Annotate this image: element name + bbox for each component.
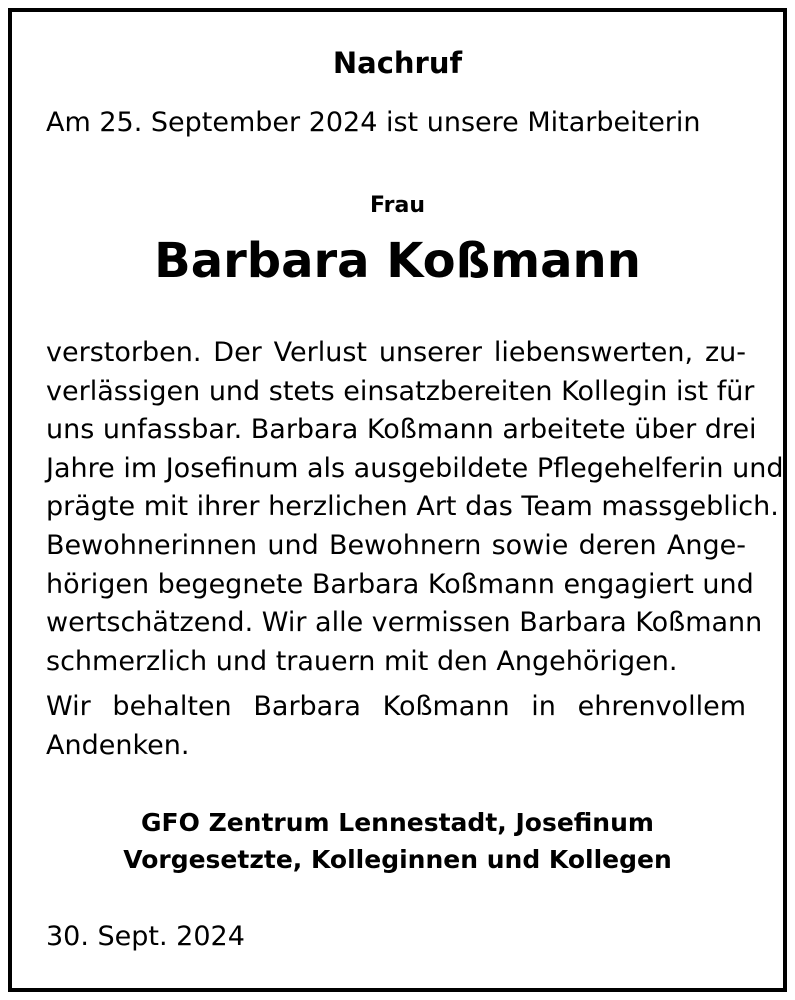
- text-line: verstorben. Der Verlust unserer liebenswerten, zu-: [46, 337, 746, 368]
- text-line: Andenken.: [46, 729, 190, 761]
- text-line: Jahre im Josefinum als ausgebildete Pflegehelferin und: [46, 452, 784, 484]
- text-line: Wir behalten Barbara Koßmann in ehrenvollem: [46, 691, 746, 722]
- text-line: Bewohnerinnen und Bewohnern sowie deren Ange-: [46, 529, 746, 561]
- remembrance-paragraph: [46, 688, 746, 765]
- salutation: Frau: [370, 193, 425, 218]
- intro-text: Am 25. September 2024 ist unsere Mitarbeiterin: [46, 107, 701, 138]
- deceased-name: Barbara Koßmann: [154, 233, 641, 289]
- text-line: uns unfassbar. Barbara Koßmann arbeitete über drei: [46, 414, 757, 446]
- notice-date: 30. Sept. 2024: [46, 921, 245, 952]
- signature-block: [0, 804, 795, 878]
- text-line: hörigen begegnete Barbara Koßmann engagiert und: [46, 568, 754, 600]
- notice-heading: Nachruf: [332, 46, 463, 80]
- text-line: verlässigen und stets einsatzbereiten Kollegin ist für: [46, 375, 755, 407]
- tribute-paragraph: [46, 334, 784, 681]
- text-line: wertschätzend. Wir alle vermissen Barbara Koßmann: [46, 607, 763, 639]
- text-line: prägte mit ihrer herzlichen Art das Team massgeblich.: [46, 491, 779, 523]
- text-line: schmerzlich und trauern mit den Angehörigen.: [46, 645, 678, 677]
- organization-name: GFO Zentrum Lennestadt, Josefinum: [141, 808, 654, 837]
- signatories: Vorgesetzte, Kolleginnen und Kollegen: [123, 845, 672, 874]
